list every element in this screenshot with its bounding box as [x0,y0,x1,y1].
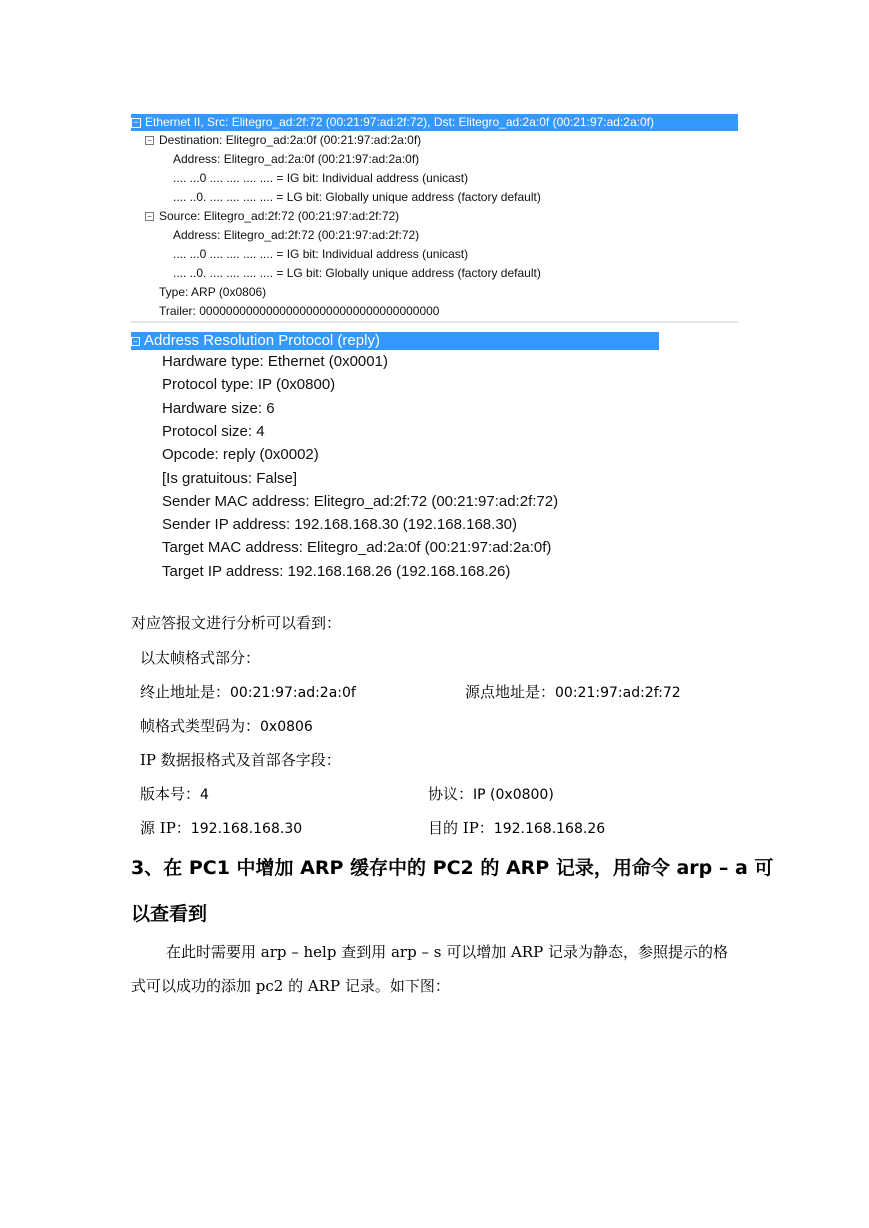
dst-ip-label: 目的 IP： [428,819,494,837]
ethernet-tree-row[interactable] [173,189,541,206]
protocol-line [428,784,554,805]
protocol-label: 协议： [428,785,474,803]
arp-tree-row[interactable]: Hardware type: Ethernet (0x0001) [162,353,388,370]
ethernet-tree-row[interactable] [173,170,468,187]
ethernet-header-text: Ethernet II, Src: Elitegro_ad:2f:72 (00:21:97:ad:2f:72), Dst: Elitegro_ad:2a:0f (00:21:97:ad:2a:0f) [145,115,654,129]
ethernet-tree-row-text: .... ..0. .... .... .... .... = LG bit: Globally unique address (factory default) [173,266,541,280]
version-line [140,784,209,805]
ethernet-tree-row[interactable] [145,132,421,149]
arp-tree-row[interactable]: Protocol size: 4 [162,422,265,440]
ethernet-tree-row-text: Address: Elitegro_ad:2a:0f (00:21:97:ad:2a:0f) [173,152,420,166]
eth-section-label: 以太帧格式部分： [140,649,261,667]
arp-header-text: Address Resolution Protocol (reply) [144,332,380,349]
version-label: 版本号： [140,785,201,803]
src-ip-label: 源 IP： [140,819,191,837]
ethernet-tree-row-text: .... ..0. .... .... .... .... = LG bit: Globally unique address (factory default) [173,190,541,204]
dst-value: 00:21:97:ad:2a:0f [230,685,356,701]
src-label: 源点地址是： [465,683,556,701]
ethernet-tree-row[interactable] [173,265,541,282]
src-address-line [465,682,681,703]
analysis-intro: 对应答报文进行分析可以看到： [131,614,342,632]
ethernet-tree-row-text: Source: Elitegro_ad:2f:72 (00:21:97:ad:2f:72) [159,209,400,223]
arp-tree-row[interactable]: [Is gratuitous: False] [162,469,298,487]
type-label: 帧格式类型码为： [140,717,261,735]
ethernet-tree-row-text: Type: ARP (0x0806) [159,285,267,299]
arp-tree-row[interactable]: Hardware size: 6 [162,399,275,417]
ip-section-label: IP 数据报格式及首部各字段： [140,751,341,769]
section-heading-line-2: 以查看到 [131,903,208,925]
ethernet-tree-row[interactable] [145,208,399,225]
ethernet-tree-row[interactable] [173,151,419,168]
ethernet-tree-row-text: Destination: Elitegro_ad:2a:0f (00:21:97:ad:2a:0f) [159,133,422,147]
collapse-icon[interactable]: − [131,337,140,346]
arp-tree-row[interactable]: Target IP address: 192.168.168.26 (192.168.168.26) [162,562,511,580]
frame-type-line [140,716,313,737]
type-value: 0x0806 [260,719,313,735]
version-value: 4 [200,787,209,803]
ethernet-tree-row[interactable] [159,284,266,301]
section-heading-line-1: 3、在 PC1 中增加 ARP 缓存中的 PC2 的 ARP 记录，用命令 arp – a 可 [131,857,774,879]
arp-header-row[interactable] [131,332,659,350]
ethernet-tree-row-text: .... ...0 .... .... .... .... = IG bit: Individual address (unicast) [173,171,469,185]
ethernet-tree-row-text: Trailer: 000000000000000000000000000000000000 [159,304,440,318]
protocol-value: IP (0x0800) [473,787,554,803]
section-paragraph: 在此时需要用 arp – help 查到用 arp – s 可以增加 ARP 记录为静态，参照提示的格式可以成功的添加 pc2 的 ARP 记录。如下图： [131,943,728,995]
collapse-icon[interactable]: − [145,136,154,145]
dst-ip-line [428,818,605,839]
ethernet-tree-row-text: Address: Elitegro_ad:2f:72 (00:21:97:ad:2f:72) [173,228,420,242]
dst-ip-value: 192.168.168.26 [493,821,606,837]
arp-tree-row[interactable]: Sender MAC address: Elitegro_ad:2f:72 (00:21:97:ad:2f:72) [162,492,559,510]
dst-address-line [140,682,356,703]
collapse-icon[interactable]: − [145,212,154,221]
src-ip-value: 192.168.168.30 [190,821,303,837]
arp-tree-row[interactable]: Opcode: reply (0x0002) [162,446,319,464]
ethernet-tree-row[interactable] [173,246,468,263]
src-ip-line [140,818,302,839]
collapse-icon[interactable]: − [131,118,141,128]
arp-tree-row[interactable]: Sender IP address: 192.168.168.30 (192.168.168.30) [162,516,517,534]
dst-label: 终止地址是： [140,683,231,701]
arp-tree-row[interactable]: Protocol type: IP (0x0800) [162,376,336,394]
ethernet-tree-row-text: .... ...0 .... .... .... .... = IG bit: Individual address (unicast) [173,247,469,261]
ethernet-header-row[interactable] [131,114,738,131]
divider [131,321,738,323]
ethernet-tree-row[interactable] [173,227,419,244]
ethernet-tree-row[interactable] [159,303,439,320]
src-value: 00:21:97:ad:2f:72 [555,685,681,701]
arp-tree-row[interactable]: Target MAC address: Elitegro_ad:2a:0f (00:21:97:ad:2a:0f) [162,539,552,557]
